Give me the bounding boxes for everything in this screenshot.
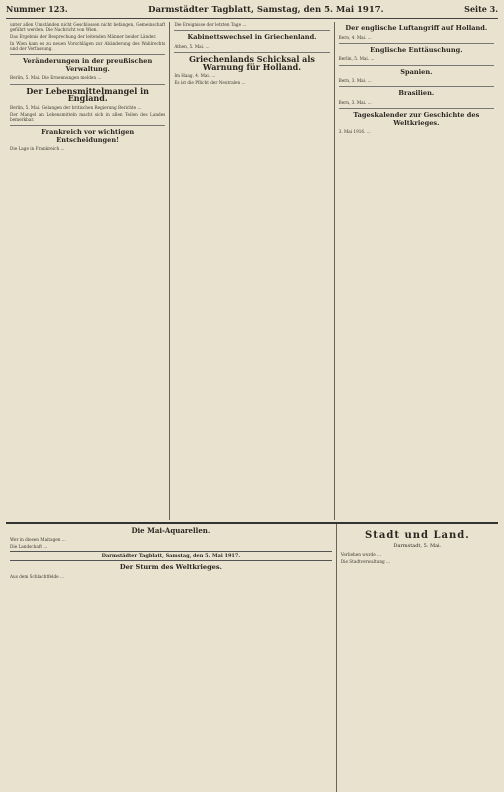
feuilleton-band: Darmstädter Tagblatt, Samstag, den 5. Mai 1917. — [10, 551, 332, 561]
headline-griechenland: Griechenlands Schicksal als Warnung für Holland. — [189, 54, 315, 72]
feuilleton-subhead: Der Sturm des Weltkrieges. — [119, 563, 222, 572]
column-3: Der englische Luftangriff auf Holland. Bern, 4. Mai. ... Englische Enttäuschung. Berlin, 5. Mai. ... Spanien. Bern, 3. Mai. ... Brasilien. Bern, 3. Mai. ... Tageskalender zur Geschichte des Weltkrieges. 3. Mai 1916. ... — [334, 22, 498, 520]
column-2: Die Ereignisse der letzten Tage ... Kabinettswechsel in Griechenland. Athen, 5. Mai. ... Griechenlands Schicksal als Warnung für Holland. Im Haag, 4. Mai. ... Es ist die Pflicht der Neutralen ... — [169, 22, 333, 520]
headline-kabinett: Kabinettswechsel in Griechenland. — [187, 33, 317, 42]
stadt-dateline: Darmstadt, 5. Mai. — [393, 543, 442, 549]
feuilleton-column: Die Mai-Aquarellen. Wer in diesen Maitagen ... Die Landschaft ... Darmstädter Tagblatt, Samstag, den 5. Mai 1917. Der Sturm des Weltkrieges. Aus dem Schlachtfelde ... — [6, 524, 336, 792]
upper-columns — [6, 22, 498, 520]
headline-enttaeuschung: Englische Enttäuschung. — [370, 45, 463, 54]
issue-number: Nummer 123. — [6, 4, 68, 14]
headline-verwaltung: Veränderungen in der preußischen Verwaltung. — [23, 57, 153, 73]
headline-tageskalender: Tageskalender zur Geschichte des Weltkrieges. — [353, 111, 480, 127]
headline-brasilien: Brasilien. — [398, 89, 435, 98]
column-1: unter allen Umständen nicht Geschlossen nicht befangen, Gemeinschaft geführt werden. Die Nachricht von Wien. Das Ergebnis der Besprechung der leitenden Männer beider Länder. In Wien kam es zu neuen Vorschlägen zur Abänderung des Wahlrechts und der Verfassung. Veränderungen in der preußischen Verwaltung. Berlin, 5. Mai. Die Ernennungen melden ... Der Lebensmittelmangel in England. Berlin, 5. Mai. Gelangen der britischen Regierung Berichte ... Der Mangel an Lebensmitteln macht sich in allen Teilen des Landes bemerkbar. Frankreich vor wichtigen Entscheidungen! Die Lage in Frankreich ... — [10, 22, 166, 152]
masthead-line: Darmstädter Tagblatt, Samstag, den 5. Mai 1917. — [148, 5, 384, 15]
stadt-und-land-title: Stadt und Land. — [365, 530, 470, 541]
headline-spanien: Spanien. — [400, 67, 433, 76]
headline-lebensmittel: Der Lebensmittelmangel in England. — [26, 85, 149, 104]
page-number: Seite 3. — [464, 4, 498, 14]
stadt-column: Stadt und Land. Darmstadt, 5. Mai. Verliehen wurde ... Die Stadtverwaltung ... — [336, 524, 498, 792]
headline-frankreich: Frankreich vor wichtigen Entscheidungen! — [41, 128, 135, 144]
lower-section — [6, 524, 498, 792]
feuilleton-title: Die Mai-Aquarellen. — [131, 526, 211, 535]
headline-luftangriff: Der englische Luftangriff auf Holland. — [345, 24, 488, 32]
page-header — [6, 4, 498, 19]
